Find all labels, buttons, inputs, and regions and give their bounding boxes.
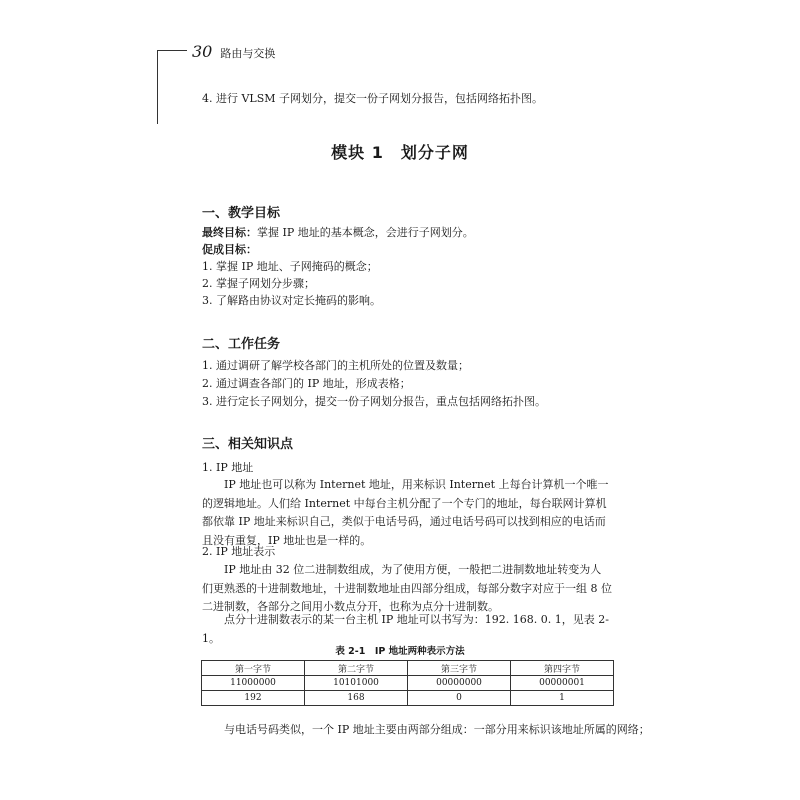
objective-item: 2. 掌握子网划分步骤； bbox=[202, 277, 315, 290]
task-item: 1. 通过调研了解学校各部门的主机所处的位置及数量； bbox=[202, 359, 469, 372]
table-header-cell: 第四字节 bbox=[511, 661, 614, 676]
table-cell: 00000000 bbox=[408, 676, 511, 691]
table-row-binary bbox=[202, 676, 614, 691]
task-item: 3. 进行定长子网划分，提交一份子网划分报告，重点包括网络拓扑图。 bbox=[202, 395, 546, 408]
table-cell: 11000000 bbox=[202, 676, 305, 691]
table-cell: 168 bbox=[305, 691, 408, 706]
module-title: 模块 1 划分子网 bbox=[331, 143, 469, 162]
paragraph-ip-representation-text: IP 地址由 32 位二进制数组成，为了使用方便，一般把二进制数地址转变为人们更熟悉的十进制数地址，十进制数地址由四部分组成，每部分数字对应于一组 8 位二进制数，各部分之间用小数点分开，也称为点分十进制数。 bbox=[202, 563, 612, 613]
page-corner-rule-horizontal bbox=[157, 50, 187, 51]
paragraph-ip-address-text: IP 地址也可以称为 Internet 地址，用来标识 Internet 上每台计算机一个唯一的逻辑地址。人们给 Internet 中每台主机分配了一个专门的地址，每台联网计算机都依靠 IP 地址来标识自己，类似于电话号码，通过电话号码可以找到相应的电话而且没有重复，IP 地址也是一样的。 bbox=[202, 478, 609, 547]
table-header-cell: 第一字节 bbox=[202, 661, 305, 676]
paragraph-ip-representation bbox=[202, 561, 612, 617]
section-heading-objectives: 一、教学目标 bbox=[202, 206, 281, 221]
table-cell: 1 bbox=[511, 691, 614, 706]
paragraph-dotted-decimal-text: 点分十进制数表示的某一台主机 IP 地址可以书写为：192. 168. 0. 1，见表 2-1。 bbox=[202, 613, 609, 645]
table-header-cell: 第二字节 bbox=[305, 661, 408, 676]
section-heading-knowledge: 三、相关知识点 bbox=[202, 437, 294, 452]
book-title: 路由与交换 bbox=[220, 47, 276, 60]
paragraph-ip-address bbox=[202, 476, 612, 550]
table-cell: 192 bbox=[202, 691, 305, 706]
page-number: 30 bbox=[192, 42, 213, 61]
table-cell: 0 bbox=[408, 691, 511, 706]
table-header-row bbox=[202, 661, 614, 676]
running-header bbox=[192, 42, 275, 62]
section-heading-tasks: 二、工作任务 bbox=[202, 337, 281, 352]
task-item: 2. 通过调查各部门的 IP 地址，形成表格； bbox=[202, 377, 411, 390]
final-goal bbox=[202, 225, 474, 241]
table-cell: 10101000 bbox=[305, 676, 408, 691]
final-goal-text: 掌握 IP 地址的基本概念，会进行子网划分。 bbox=[257, 226, 474, 239]
subheading-ip-address: 1. IP 地址 bbox=[202, 461, 254, 474]
page-corner-rule-vertical bbox=[157, 50, 158, 124]
intro-item: 4. 进行 VLSM 子网划分，提交一份子网划分报告，包括网络拓扑图。 bbox=[202, 92, 544, 105]
table-row-decimal bbox=[202, 691, 614, 706]
objective-item: 3. 了解路由协议对定长掩码的影响。 bbox=[202, 294, 381, 307]
promote-goal-label: 促成目标： bbox=[202, 243, 257, 256]
footer-paragraph: 与电话号码类似，一个 IP 地址主要由两部分组成：一部分用来标识该地址所属的网络； bbox=[224, 723, 650, 736]
table-caption: 表 2-1 IP 地址两种表示方法 bbox=[335, 646, 465, 657]
table-header-cell: 第三字节 bbox=[408, 661, 511, 676]
subheading-ip-representation: 2. IP 地址表示 bbox=[202, 545, 276, 558]
ip-representation-table bbox=[201, 660, 614, 706]
final-goal-label: 最终目标： bbox=[202, 226, 257, 239]
table-cell: 00000001 bbox=[511, 676, 614, 691]
objective-item: 1. 掌握 IP 地址、子网掩码的概念； bbox=[202, 260, 378, 273]
